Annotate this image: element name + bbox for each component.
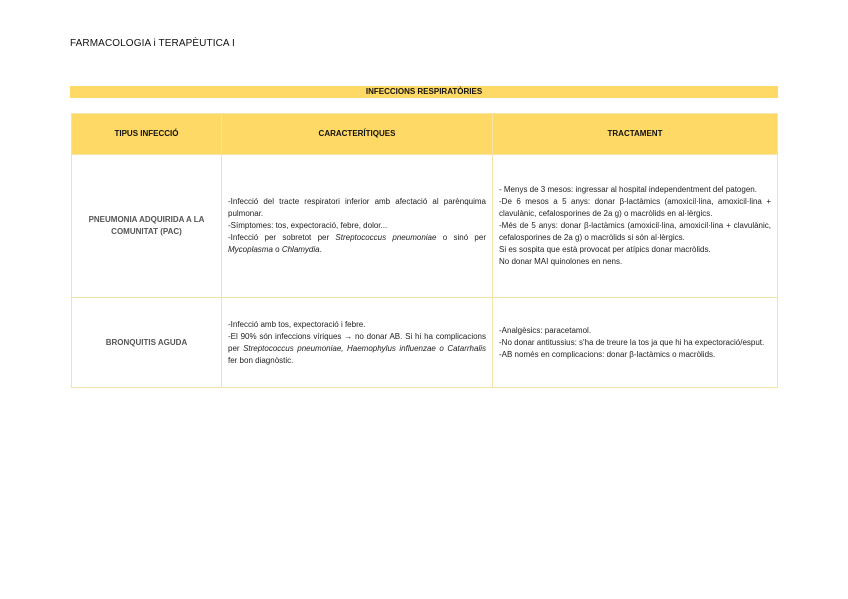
treatment-cell [493,298,778,388]
characteristics-cell [222,155,493,298]
table-header-row [72,114,778,155]
treatment-text: -AB només en complicacions: donar β-lactàmics o macròlids. [499,349,716,359]
characteristics-text: -Símptomes: tos, expectoració, febre, dolor... [228,221,388,230]
characteristics-cell [222,298,493,388]
characteristics-text: -Infecció del tracte respiratori inferior amb afectació al parènquima pulmonar. [228,197,486,218]
infection-type-cell: BRONQUITIS AGUDA [72,298,222,388]
table-row [72,155,778,298]
treatment-text: -No donar antitussius: s'ha de treure la tos ja que hi ha expectoració/esput. [499,337,765,347]
infection-type-cell: PNEUMONIA ADQUIRIDA A LA COMUNITAT (PAC) [72,155,222,298]
section-title: INFECCIONS RESPIRATÒRIES [70,86,778,98]
column-header-type: TIPUS INFECCIÓ [72,114,222,155]
column-header-characteristics: CARACTERÍTIQUES [222,114,493,155]
characteristics-text: -Infecció per sobretot per Streptococcus pneumoniae o sinó per Mycoplasma o Chlamydia. [228,233,486,254]
table-row [72,298,778,388]
treatment-text: -De 6 mesos a 5 anys: donar β-lactàmics (amoxicil·lina, amoxicil·lina + clavulànic, cefalosporines de 2a g) o macròlids en al·lèrgics. [499,197,771,218]
infections-table [71,113,778,388]
treatment-text: Si es sospita que està provocat per atípics donar macròlids. [499,245,711,254]
treatment-text: -Analgèsics: paracetamol. [499,325,592,335]
characteristics-text: -El 90% són infeccions víriques → no donar AB. Si hi ha complicacions per Streptococcus pneumoniae, Haemophylus influenzae o Catarrhalis fer bon diagnòstic. [228,331,486,365]
treatment-text: No donar MAI quinolones en nens. [499,257,623,266]
document-header: FARMACOLOGIA i TERAPÈUTICA I [70,38,235,49]
characteristics-text: -Infecció amb tos, expectoració i febre. [228,319,366,329]
treatment-cell [493,155,778,298]
column-header-treatment: TRACTAMENT [493,114,778,155]
treatment-text: - Menys de 3 mesos: ingressar al hospital independentment del patogen. [499,185,757,194]
treatment-text: -Més de 5 anys: donar β-lactàmics (amoxicil·lina, amoxicil·lina + clavulànic, cefalosporines de 2a g) o macròlids si són al·lèrgics. [499,221,771,242]
